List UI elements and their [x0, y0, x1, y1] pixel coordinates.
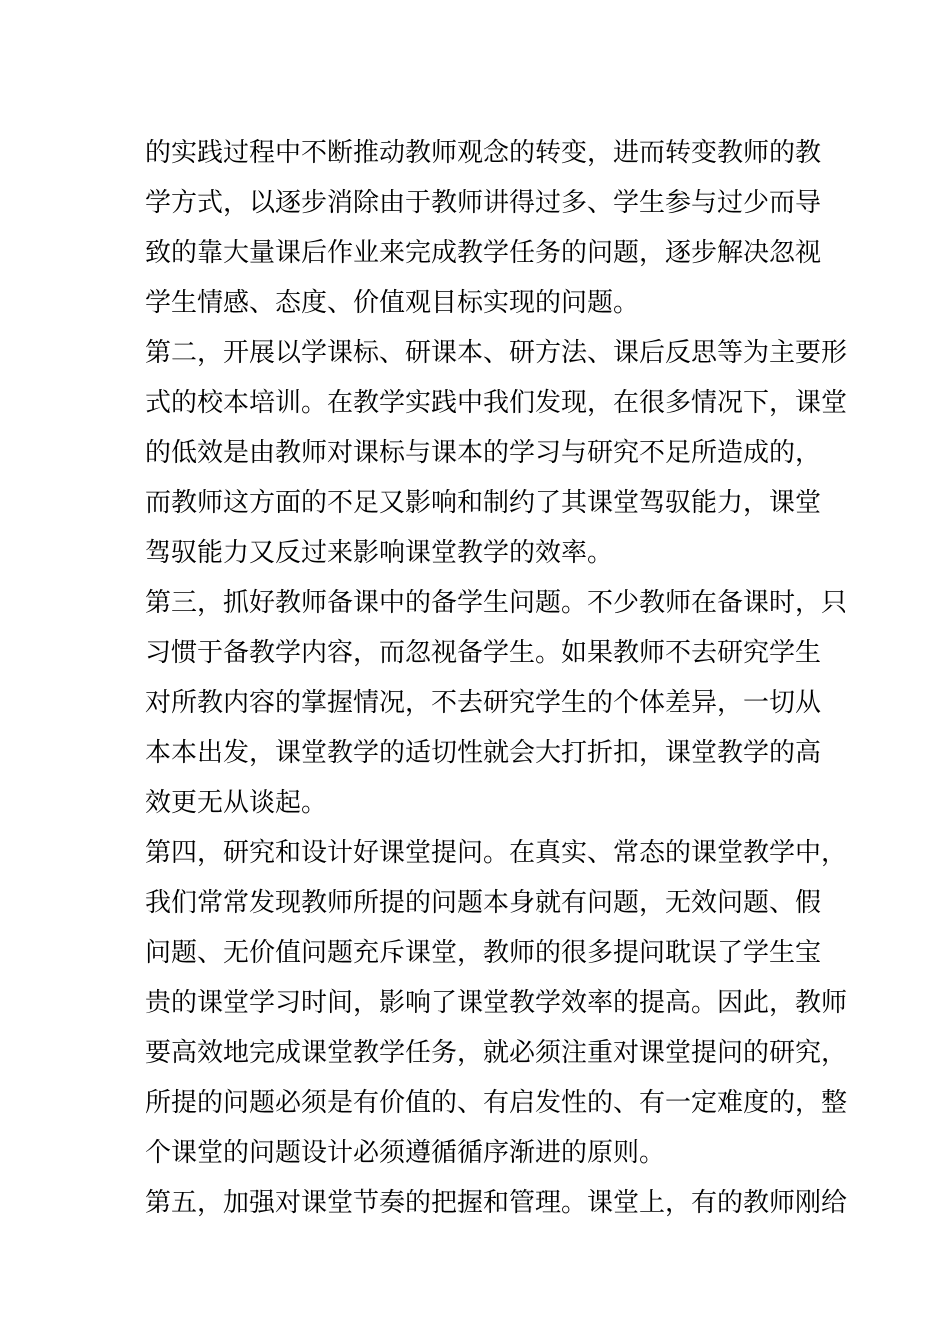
text-line: 的低效是由教师对课标与课本的学习与研究不足所造成的， [145, 438, 822, 468]
text-line: 式的校本培训。在教学实践中我们发现，在很多情况下，课堂 [145, 388, 848, 418]
text-line: 所提的问题必须是有价值的、有启发性的、有一定难度的，整 [145, 1088, 848, 1118]
text-line: 第二，开展以学课标、研课本、研方法、课后反思等为主要形 [145, 338, 848, 368]
text-line: 对所教内容的掌握情况，不去研究学生的个体差异，一切从 [145, 688, 822, 718]
text-line: 第四，研究和设计好课堂提问。在真实、常态的课堂教学中， [145, 838, 848, 868]
text-line: 要高效地完成课堂教学任务，就必须注重对课堂提问的研究， [145, 1038, 848, 1068]
text-line: 习惯于备教学内容，而忽视备学生。如果教师不去研究学生 [145, 638, 822, 668]
text-line: 驾驭能力又反过来影响课堂教学的效率。 [145, 538, 614, 568]
paragraph-1 [145, 128, 822, 328]
paragraph-4 [145, 828, 848, 1178]
text-line: 我们常常发现教师所提的问题本身就有问题，无效问题、假 [145, 888, 822, 918]
text-line: 效更无从谈起。 [145, 788, 328, 818]
text-line: 第三，抓好教师备课中的备学生问题。不少教师在备课时，只 [145, 588, 848, 618]
text-line: 致的靠大量课后作业来完成教学任务的问题，逐步解决忽视 [145, 238, 822, 268]
paragraph-2 [145, 328, 848, 578]
text-line: 问题、无价值问题充斥课堂，教师的很多提问耽误了学生宝 [145, 938, 822, 968]
text-line: 第五，加强对课堂节奏的把握和管理。课堂上，有的教师刚给 [145, 1188, 848, 1218]
text-line: 的实践过程中不断推动教师观念的转变，进而转变教师的教 [145, 138, 822, 168]
text-line: 本本出发，课堂教学的适切性就会大打折扣，课堂教学的高 [145, 738, 822, 768]
text-line: 贵的课堂学习时间，影响了课堂教学效率的提高。因此，教师 [145, 988, 848, 1018]
text-line: 学方式，以逐步消除由于教师讲得过多、学生参与过少而导 [145, 188, 822, 218]
text-line: 个课堂的问题设计必须遵循循序渐进的原则。 [145, 1138, 666, 1168]
text-line: 而教师这方面的不足又影响和制约了其课堂驾驭能力，课堂 [145, 488, 822, 518]
text-line: 学生情感、态度、价值观目标实现的问题。 [145, 288, 640, 318]
paragraph-5 [145, 1178, 848, 1228]
paragraph-3 [145, 578, 848, 828]
body-text [145, 128, 848, 1228]
